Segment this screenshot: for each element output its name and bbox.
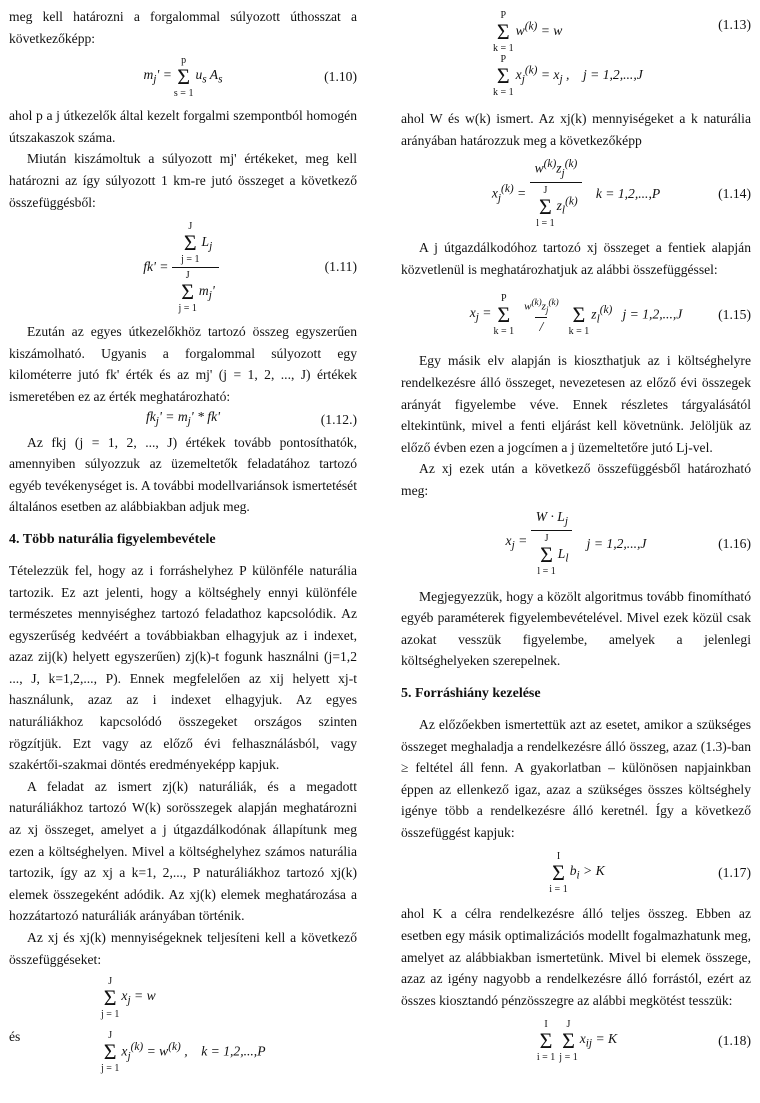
paragraph-ezutan: Ezután az egyes útkezelőkhöz tartozó összeg egyszerűen kiszámolható. Ugyanis a forgalommal súlyozott egy kilométerre jutó fk' érték és az mj' (j = 1, 2, ..., J) értékek ismeretében ez az érték meghatározható: (9, 324, 357, 404)
equation-1-15: $x_j$ = P Σ k = 1 $\frac{w^{(k)}z_j^{(k)}}{/}$ Σ k = 1 $z_l^{(k)}$ j = 1,2,...,J (1.15) (469, 293, 751, 338)
equation-number: (1.14) (718, 186, 751, 202)
paragraph-intro: meg kell határozni a forgalommal súlyozott úthosszat a következőképp: (9, 9, 357, 46)
paragraph-az-xj: Az xj és xj(k) mennyiségeknek teljesíteni kell a következő összefüggéseket: (9, 930, 357, 967)
paragraph-egy-masik: Egy másik elv alapján is kioszthatjuk az i költséghelyre rendelkezésre álló összeget, nevezetesen az előző évi összegek arányát figyelembe véve. Ennek részletes tárgyalásától eltekintünk, mivel a fenti eljárást kell követnünk. Jelöljük az előző évben ezen a jogcímen a j üzemeltetőre jutó Lj-vel. (401, 353, 751, 455)
paragraph-az-elozo: Az előzőekben ismertettük azt az esetet, amikor a szükséges összeget meghaladja a rendelkezésre álló összeg, azaz (1.3)-ban ≥ feltétel áll fenn. A gyakorlatban – különösen napjainkban éppen az ellenkező igaz, azaz a szükséges összes költséghely igénye több a rendelkezésre álló keretnél. Így a következő összefüggést kapjuk: (401, 716, 751, 840)
left-column (9, 6, 357, 1080)
equation-1-11: fk' = J Σ j = 1 $L_j$ J Σ j = 1 $m_j'$ (1.11) (143, 220, 357, 314)
equation-number: (1.17) (718, 865, 751, 881)
equation-1-18: I Σ i = 1 J Σ j = 1 $x_{ij} = K$ (1.18) (536, 1019, 751, 1064)
paragraph-az-fkj: Az fkj (j = 1, 2, ..., J) értékek tovább pontosíthatók, amennyiben súlyozzuk az üzemeltetők feladatához tartozó egyéb tevékenységet is. A további modellvariánsok ismertetését általános esetben az alábbiakban adjuk meg. (9, 434, 357, 515)
paragraph-tetelezzuk: Tételezzük fel, hogy az i forráshelyhez P különféle naturália tartozik. Ez azt jelenti, hogy a költséghely ennyi különféle természetes mennyiséghez tartozó feladathoz kapcsolódik. Az egyszerűség kedvéért a továbbiakban elhagyjuk az i indexet, azaz zij(k) helyett egyszerűen) zj(k)-t fogunk használni (j=1,2 ..., J, k=1,2,..., P). Ennek megfelelően az xij helyett xj-t használunk, azaz az i indexet elhagyjuk. Az egyes naturáliákhoz kapcsolódó összegeket országos szinten rögzítjük. Ezt vagy az előző évi felhasználásból, vagy szakértői-szakmai döntés eredményeképp kapjuk. (9, 562, 357, 773)
equation-number: (1.11) (324, 259, 357, 275)
equation-1-12: $fk_j' = m_j' * fk'$ (1.12.) (9, 410, 357, 430)
equation-number: (1.18) (718, 1033, 751, 1049)
equation-number: (1.16) (718, 535, 751, 551)
paragraph-ahol-w: ahol W és w(k) ismert. Az xj(k) mennyiségeket a k naturália arányában határozzuk meg a következőképp (401, 111, 751, 148)
section-heading-4: 4. Több naturália figyelembevétele (9, 531, 216, 547)
equation-1-16: $x_j$ = $W \cdot L_j$ J Σ l = 1 $L_l$ j = 1,2,...,J (1.16) (505, 509, 751, 578)
paragraph-megjegyezzuk: Megjegyezzük, hogy a közölt algoritmus tovább finomítható egyéb paraméterek figyelembevételével. Mivel ezek közül csak azokat vesszük figyelembe, amelyek a jelenlegi költséghelyeken szerepelnek. (401, 588, 751, 669)
paragraph-ahol-k: ahol K a célra rendelkezésre álló teljes összeg. Ebben az esetben egy másik optimalizációs modellt fogalmazhatunk meg, amelyet az alábbiakban ismertetünk. Mivel bi elemek összege, azaz az igény nagyobb a rendelkezésre álló forrástól, ezért az összes kiosztandó pénzösszegre az alábbi megkötést tesszük: (401, 906, 751, 1008)
equation-sum-xj: J Σ j = 1 $x_j = w$ (101, 976, 156, 1021)
right-column (401, 0, 751, 1071)
equation-number: (1.12.) (320, 411, 357, 427)
equation-number: (1.15) (718, 307, 751, 323)
equation-number: (1.13) (718, 17, 751, 32)
equation-number: (1.10) (324, 69, 357, 85)
paragraph-a-j: A j útgazdálkodóhoz tartozó xj összeget a fentiek alapján közvetlenül is meghatározhatjuk az alábbi összefüggéssel: (401, 240, 751, 277)
paragraph-az-xj-2: Az xj ezek után a következő összefüggésből határozható meg: (401, 461, 751, 498)
paragraph-miutan: Miután kiszámoltuk a súlyozott mj' értékeket, meg kell határozni az így súlyozott 1 km-re jutó összeget a következő összefüggésből: (9, 151, 357, 210)
paragraph-a-feladat: A feladat az ismert zj(k) naturáliák, és a megadott naturáliákhoz tartozó W(k) sorösszegek alapján meghatározni az xj összeget, amelyet a j útgazdálkodónak állapítunk meg ezen a költséghelyen. Mivel a költséghelyhez számos naturália tartozik, így az xj a k=1, 2,..., P naturáliákhoz tartozó xj(k) elemek összegeként adódik. Az xj(k) elemek meghatározása a hozzátartozó naturáliák arányában történik. (9, 778, 357, 924)
equation-sum-xjk: J Σ j = 1 $x_j^{(k)} = w^{(k)}$ , k = 1,2,...,P (101, 1030, 266, 1075)
word-es: és (9, 1029, 21, 1044)
equation-1-17: I Σ i = 1 $b_i > K$ (1.17) (549, 851, 751, 896)
paragraph-ahol-p: ahol p a j útkezelők által kezelt forgalmi szempontból homogén útszakaszok száma. (9, 108, 357, 145)
section-heading-5: 5. Forráshiány kezelése (401, 685, 541, 701)
equation-1-14: $x_j^{(k)}$ = $w^{(k)}z_j^{(k)}$ J Σ l = 1 $z_l^{(k)}$ k = 1,2,...,P (1.14) (491, 158, 751, 229)
equation-1-10: $m_j'$ = p Σ s = 1 $u_s$ $A_s$ (1.10) (143, 55, 357, 100)
equation-1-13: P Σ k = 1 $w^{(k)} = w$ P Σ k = 1 $x_j^{(k)} = x_j$ , j = 1,2,...,J (1.13) (493, 10, 751, 98)
